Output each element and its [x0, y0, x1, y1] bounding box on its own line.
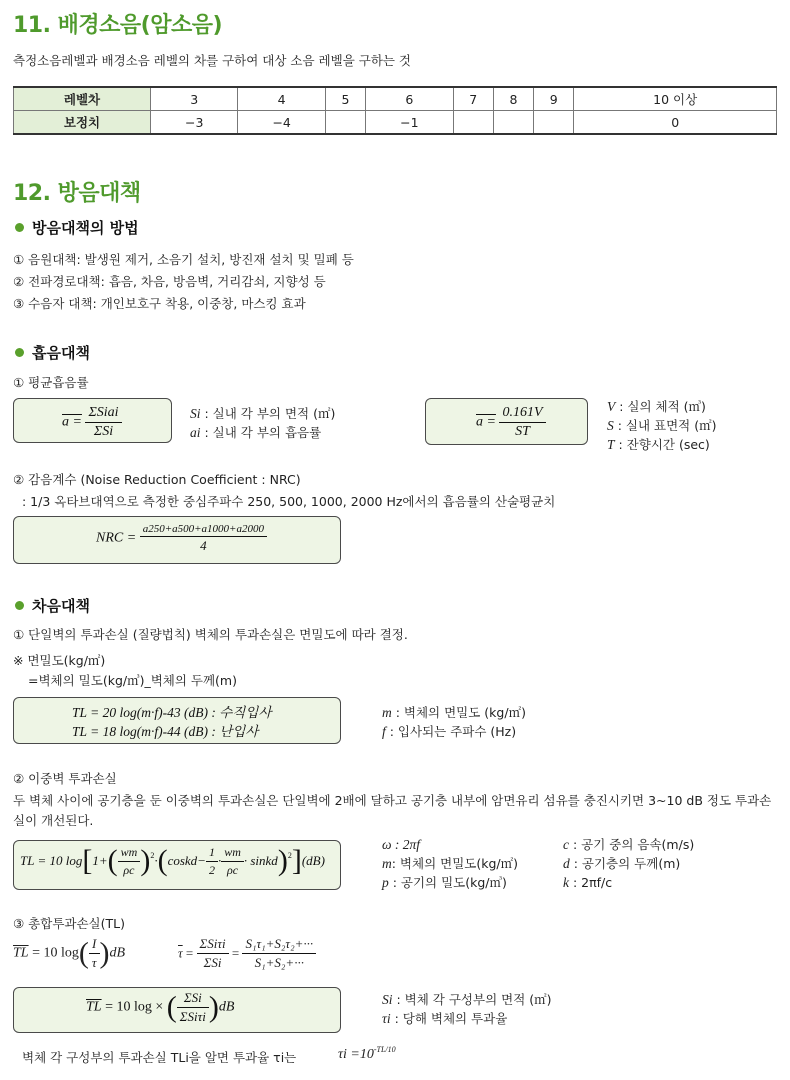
formula-numerator: ΣSiai: [85, 405, 121, 423]
section-12-title: 12. 방음대책: [13, 181, 141, 206]
table-cell: 7: [453, 87, 493, 111]
transmission-exponent: -TL/10: [373, 1045, 396, 1054]
legend-var: Si: [382, 992, 393, 1007]
legend-row: [382, 990, 552, 1009]
table-cell: 5: [325, 87, 365, 111]
legend-var: c: [563, 837, 569, 852]
total-tl-heading: ③ 총합투과손실(TL): [13, 916, 125, 931]
table-cell: 4: [238, 87, 325, 111]
legend-text: : 벽체의 면밀도 (kg/㎡): [391, 705, 526, 720]
table-row: [14, 87, 777, 111]
legend-text: : 2πf/c: [569, 875, 613, 890]
legend-row: [382, 703, 526, 722]
surface-density-note: ※ 면밀도(kg/㎡): [13, 653, 106, 668]
avg-absorption-formula: [62, 405, 122, 440]
tl-normal-incidence: TL = 20 log(m·f)-43 (dB) : 수직입사: [72, 705, 272, 720]
formula-fraction: [499, 405, 545, 440]
formula-lhs: a =: [476, 414, 496, 430]
tl-random-incidence: TL = 18 log(m·f)-44 (dB) : 난입사: [72, 724, 259, 739]
legend-row: [382, 1009, 552, 1028]
method-item-3: ③ 수음자 대책: 개인보호구 착용, 이중창, 마스킹 효과: [13, 296, 306, 311]
table-cell: −3: [151, 111, 238, 135]
mass-law-formulas: [72, 703, 271, 741]
legend-row: [382, 873, 518, 892]
legend-text: : 실내 표면적 (㎡): [613, 418, 717, 433]
correction-table: [13, 86, 777, 135]
table-cell: [453, 111, 493, 135]
method-item-2: ② 전파경로대책: 흡음, 차음, 방음벽, 거리감쇠, 지향성 등: [13, 274, 326, 289]
legend-var: V: [607, 399, 616, 414]
formula-denominator: ΣSi: [93, 424, 114, 439]
nrc-description: : 1/3 옥타브대역으로 측정한 중심주파수 250, 500, 1000, 2000 Hz에서의 흡음률의 산술평균치: [22, 494, 556, 509]
legend-var: T: [607, 437, 615, 452]
legend-row: [607, 416, 716, 435]
legend-var: k: [563, 875, 569, 890]
absorption-item-1: ① 평균흡음률: [13, 375, 89, 390]
total-tl-boxed-formula: $\overline{TL} = 10$ log × ( $\frac{\text{ΣSi}}{\text{ΣSiτi}}$ )dB: [86, 990, 235, 1024]
avg-transmission-formula: $\overline{\tau}$ = $\frac{\text{ΣSiτi}}{\text{ΣSi}}$ = $\frac{\text{S₁τ₁+S₂τ₂+···}}{\text{S₁+S₂+···}}$: [178, 936, 316, 971]
legend-var: τi: [382, 1011, 391, 1026]
avg-absorption-legend: [190, 404, 335, 442]
legend-row: [563, 835, 694, 854]
legend-text: : 공기 중의 음속(m/s): [569, 837, 695, 852]
legend-row: [563, 873, 694, 892]
legend-var: ai: [190, 425, 201, 440]
table-cell: 9: [534, 87, 574, 111]
transmission-note: 벽체 각 구성부의 투과손실 TLi을 알면 투과율 τi는: [22, 1050, 297, 1065]
absorption-heading: 흡음대책: [15, 342, 90, 363]
method-item-1: ① 음원대책: 발생원 제거, 소음기 설치, 방진재 설치 및 밀폐 등: [13, 252, 354, 267]
section-11-description: 측정소음레벨과 배경소음 레벨의 차를 구하여 대상 소음 레벨을 구하는 것: [13, 53, 412, 68]
surface-density-definition: =벽체의 밀도(kg/㎥)_벽체의 두께(m): [28, 673, 237, 688]
legend-row: [382, 722, 526, 741]
legend-var: p: [382, 875, 389, 890]
table-cell: [325, 111, 365, 135]
table-cell: [534, 111, 574, 135]
avg-absorption-formula-box: [13, 398, 172, 443]
table-cell: 0: [574, 111, 777, 135]
legend-text: : 실의 체적 (㎥): [615, 399, 706, 414]
legend-var: f: [382, 724, 386, 739]
legend-row: [190, 423, 335, 442]
double-wall-heading: ② 이중벽 투과손실: [13, 771, 117, 786]
omega-definition: ω : 2πf: [382, 837, 421, 852]
table-cell: [493, 111, 533, 135]
legend-text: : 공기의 밀도(kg/㎥): [388, 875, 507, 890]
legend-text: : 당해 벽체의 투과율: [390, 1011, 508, 1026]
legend-var: d: [563, 856, 570, 871]
legend-text: : 실내 각 부의 흡음률: [200, 425, 322, 440]
legend-var: S: [607, 418, 614, 433]
legend-row: [607, 397, 716, 416]
double-wall-formula: TL = 10 log[1+( $\frac{wm}{\rho c}$ )$^2$·(coskd− $\frac{1}{2}$ · $\frac{wm}{\rho c}$ · sinkd)$^2$](dB): [20, 844, 325, 877]
nrc-heading: ② 감음계수 (Noise Reduction Coefficient : NRC): [13, 472, 301, 487]
formula-numerator: a250+a500+a1000+a2000: [140, 523, 267, 537]
legend-row: [607, 435, 716, 454]
formula-denominator: ST: [515, 424, 530, 439]
legend-var: Si: [190, 406, 201, 421]
table-header-correction: 보정치: [14, 111, 151, 135]
mass-law-legend: [382, 703, 526, 741]
legend-row: [563, 854, 694, 873]
transmission-base: τi =10: [338, 1047, 374, 1062]
double-wall-formula-box: [13, 840, 341, 890]
double-wall-legend-right: [563, 835, 694, 892]
legend-row: [190, 404, 335, 423]
double-wall-legend-left: [382, 835, 518, 892]
legend-text: : 공기층의 두께(m): [569, 856, 681, 871]
methods-heading: 방음대책의 방법: [15, 217, 139, 238]
table-cell: 10 이상: [574, 87, 777, 111]
double-wall-description: 두 벽체 사이에 공기층을 둔 이중벽의 투과손실은 단일벽에 2배에 달하고 공기층 내부에 암면유리 섬유를 충진시키면 3~10 dB 정도 투과손실이 개선된다.: [13, 793, 772, 828]
mass-law-formula-box: [13, 697, 341, 744]
legend-var: m: [382, 705, 392, 720]
formula-lhs: NRC =: [96, 530, 137, 546]
formula-fraction: [140, 523, 267, 554]
transmission-formula: [338, 1045, 396, 1063]
insulation-heading: 차음대책: [15, 595, 90, 616]
insulation-item-1: ① 단일벽의 투과손실 (질량법칙) 벽체의 투과손실은 면밀도에 따라 결정.: [13, 627, 408, 642]
table-row: [14, 111, 777, 135]
table-cell: −4: [238, 111, 325, 135]
formula-lhs: a =: [62, 414, 82, 430]
total-tl-legend: [382, 990, 552, 1028]
formula-denominator: 4: [200, 538, 207, 553]
table-header-level-diff: 레벨차: [14, 87, 151, 111]
nrc-formula-box: [13, 516, 341, 564]
table-cell: 6: [366, 87, 453, 111]
legend-row: [382, 835, 518, 854]
total-tl-formula: $\overline{TL} = 10$ log( $\frac{I}{\tau}$ )dB: [13, 936, 126, 970]
nrc-formula: [96, 523, 267, 554]
legend-text: : 잔향시간 (sec): [614, 437, 710, 452]
legend-text: : 입사되는 주파수 (Hz): [385, 724, 517, 739]
legend-var: m: [382, 856, 392, 871]
table-cell: 8: [493, 87, 533, 111]
legend-row: [382, 854, 518, 873]
table-cell: 3: [151, 87, 238, 111]
legend-text: : 벽체의 면밀도(kg/㎡): [391, 856, 518, 871]
total-tl-formula-box: [13, 987, 341, 1033]
legend-text: : 벽체 각 구성부의 면적 (㎡): [392, 992, 552, 1007]
formula-numerator: 0.161V: [499, 405, 545, 423]
legend-text: : 실내 각 부의 면적 (㎡): [200, 406, 336, 421]
formula-fraction: [85, 405, 121, 440]
table-cell: −1: [366, 111, 453, 135]
sabine-formula-box: [425, 398, 588, 445]
sabine-formula: [476, 405, 546, 440]
sabine-legend: [607, 397, 716, 454]
section-11-title: 11. 배경소음(암소음): [13, 13, 223, 38]
